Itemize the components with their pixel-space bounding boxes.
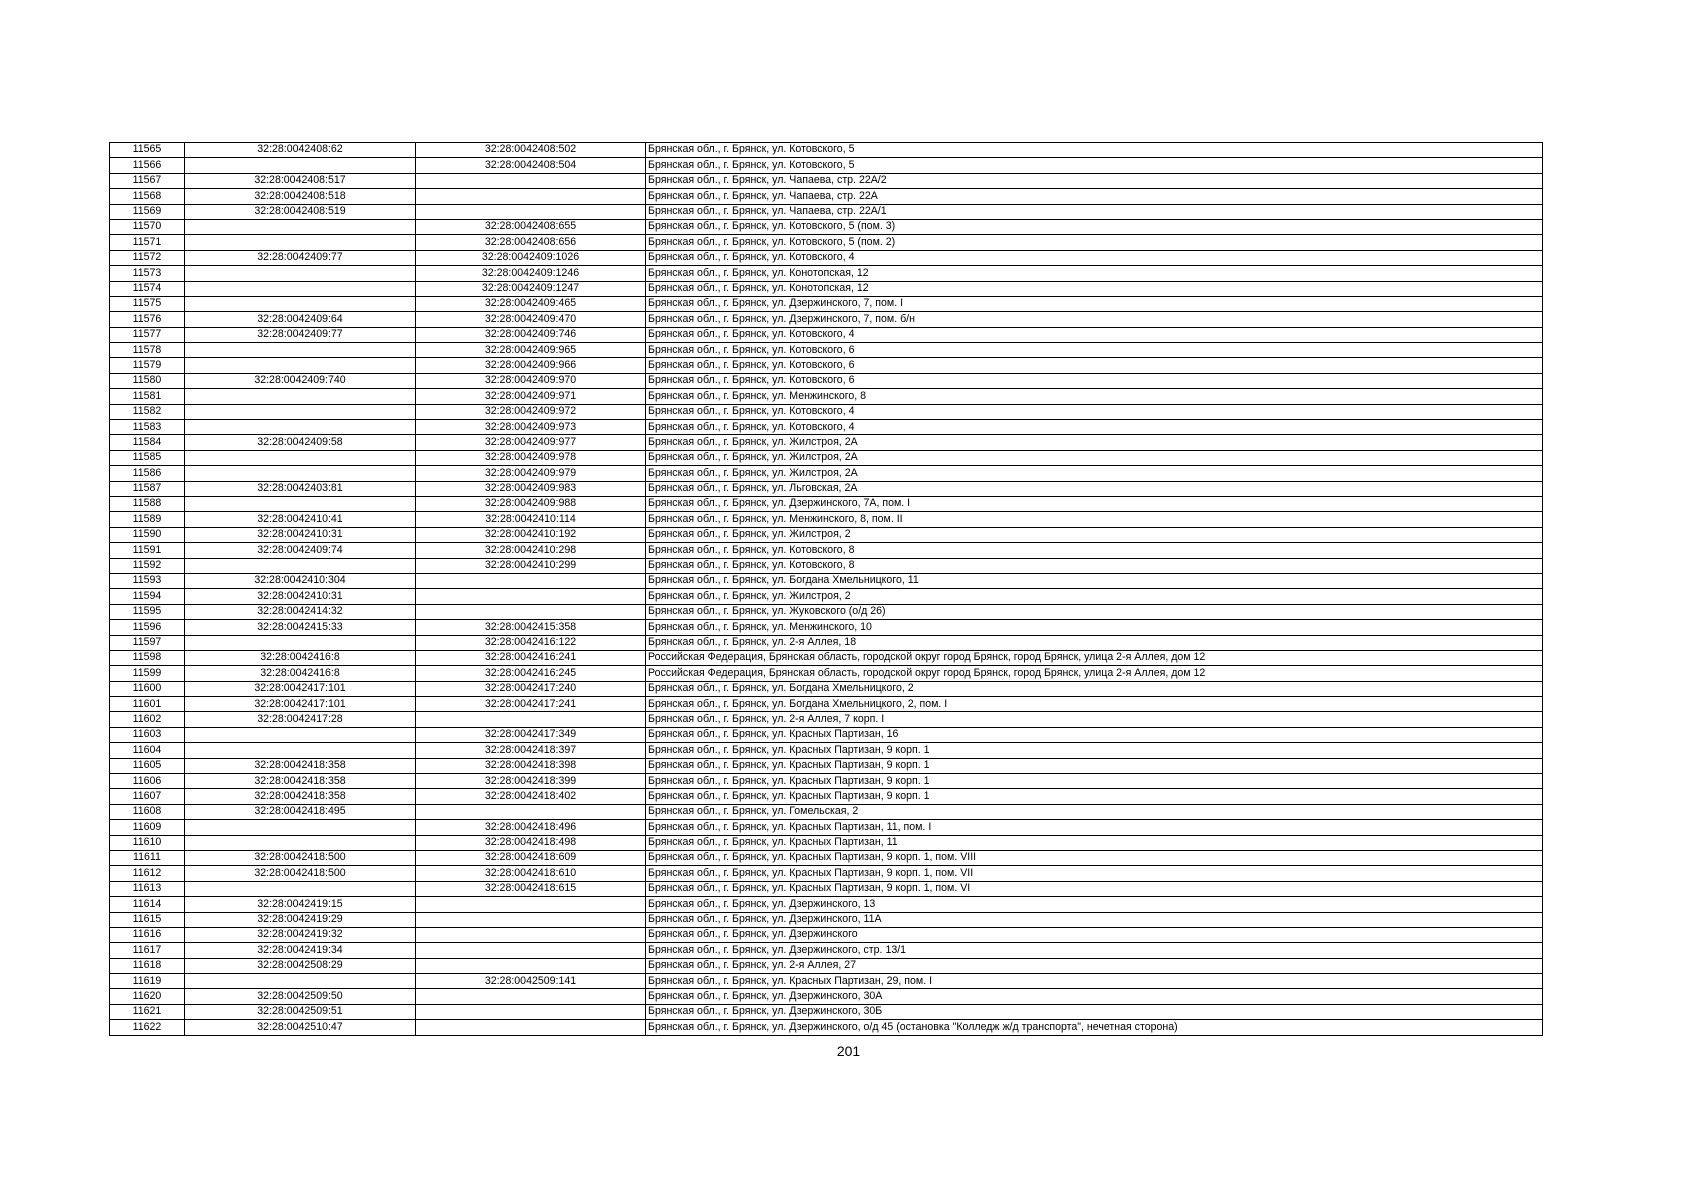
table-row [110,743,1543,758]
table-row [110,758,1543,773]
cadastral-number-cell [185,235,416,250]
cadastral-number-cell [185,158,416,173]
row-number-cell: 11569 [110,204,185,219]
table-row [110,604,1543,619]
cadastral-table [109,142,1543,1036]
row-number-cell: 11588 [110,496,185,511]
object-cadastral-number-cell: 32:28:0042409:978 [416,450,646,465]
table-row [110,250,1543,265]
cadastral-number-cell: 32:28:0042408:519 [185,204,416,219]
cadastral-number-cell: 32:28:0042403:81 [185,481,416,496]
cadastral-number-cell: 32:28:0042509:51 [185,1004,416,1019]
object-cadastral-number-cell [416,173,646,188]
object-cadastral-number-cell: 32:28:0042418:615 [416,881,646,896]
cadastral-number-cell [185,820,416,835]
address-cell: Брянская обл., г. Брянск, ул. Жилстроя, 2А [646,435,1543,450]
address-cell: Брянская обл., г. Брянск, ул. Котовского, 6 [646,358,1543,373]
table-row [110,558,1543,573]
object-cadastral-number-cell: 32:28:0042409:971 [416,389,646,404]
object-cadastral-number-cell [416,943,646,958]
row-number-cell: 11585 [110,450,185,465]
row-number-cell: 11576 [110,312,185,327]
object-cadastral-number-cell [416,958,646,973]
address-cell: Брянская обл., г. Брянск, ул. Менжинского, 8, пом. II [646,512,1543,527]
row-number-cell: 11597 [110,635,185,650]
object-cadastral-number-cell: 32:28:0042416:122 [416,635,646,650]
address-cell: Брянская обл., г. Брянск, ул. Дзержинского, 30Б [646,1004,1543,1019]
cadastral-number-cell: 32:28:0042418:358 [185,789,416,804]
row-number-cell: 11598 [110,650,185,665]
table-row [110,589,1543,604]
row-number-cell: 11570 [110,219,185,234]
cadastral-number-cell [185,727,416,742]
cadastral-number-cell: 32:28:0042416:8 [185,666,416,681]
address-cell: Брянская обл., г. Брянск, ул. Чапаева, стр. 22А/1 [646,204,1543,219]
address-cell: Брянская обл., г. Брянск, ул. Дзержинского, 7, пом. I [646,296,1543,311]
cadastral-number-cell [185,558,416,573]
address-cell: Брянская обл., г. Брянск, ул. Дзержинского, о/д 45 (остановка "Колледж ж/д транспорта", нечетная сторона) [646,1020,1543,1035]
table-row [110,404,1543,419]
table-row [110,389,1543,404]
address-cell: Брянская обл., г. Брянск, ул. Котовского, 4 [646,404,1543,419]
row-number-cell: 11580 [110,373,185,388]
cadastral-number-cell [185,281,416,296]
cadastral-number-cell [185,743,416,758]
object-cadastral-number-cell: 32:28:0042409:983 [416,481,646,496]
table-row [110,774,1543,789]
cadastral-number-cell: 32:28:0042416:8 [185,650,416,665]
row-number-cell: 11586 [110,466,185,481]
object-cadastral-number-cell [416,804,646,819]
address-cell: Брянская обл., г. Брянск, ул. Красных Партизан, 11, пом. I [646,820,1543,835]
cadastral-number-cell [185,496,416,511]
address-cell: Брянская обл., г. Брянск, ул. Богдана Хмельницкого, 2 [646,681,1543,696]
cadastral-number-cell: 32:28:0042408:518 [185,189,416,204]
table-row [110,789,1543,804]
address-cell: Брянская обл., г. Брянск, ул. Конотопская, 12 [646,281,1543,296]
cadastral-number-cell: 32:28:0042509:50 [185,989,416,1004]
table-row [110,466,1543,481]
row-number-cell: 11617 [110,943,185,958]
row-number-cell: 11565 [110,143,185,158]
row-number-cell: 11567 [110,173,185,188]
cadastral-number-cell: 32:28:0042510:47 [185,1020,416,1035]
object-cadastral-number-cell: 32:28:0042418:402 [416,789,646,804]
cadastral-number-cell: 32:28:0042408:517 [185,173,416,188]
address-cell: Брянская обл., г. Брянск, ул. Красных Партизан, 9 корп. 1 [646,758,1543,773]
table-body [110,143,1543,1036]
row-number-cell: 11582 [110,404,185,419]
table-row [110,496,1543,511]
address-cell: Брянская обл., г. Брянск, ул. Жилстроя, 2А [646,450,1543,465]
row-number-cell: 11620 [110,989,185,1004]
row-number-cell: 11593 [110,573,185,588]
row-number-cell: 11566 [110,158,185,173]
address-cell: Брянская обл., г. Брянск, ул. Красных Партизан, 9 корп. 1 [646,743,1543,758]
object-cadastral-number-cell: 32:28:0042418:610 [416,866,646,881]
address-cell: Брянская обл., г. Брянск, ул. Дзержинского, 7А, пом. I [646,496,1543,511]
row-number-cell: 11621 [110,1004,185,1019]
address-cell: Брянская обл., г. Брянск, ул. Дзержинского, 7, пом. б/н [646,312,1543,327]
page-number: 201 [836,1043,861,1059]
row-number-cell: 11605 [110,758,185,773]
row-number-cell: 11601 [110,697,185,712]
cadastral-number-cell: 32:28:0042418:358 [185,758,416,773]
table-row [110,820,1543,835]
table-row [110,712,1543,727]
object-cadastral-number-cell [416,989,646,1004]
object-cadastral-number-cell: 32:28:0042409:966 [416,358,646,373]
row-number-cell: 11572 [110,250,185,265]
row-number-cell: 11614 [110,897,185,912]
row-number-cell: 11603 [110,727,185,742]
table-row [110,296,1543,311]
object-cadastral-number-cell: 32:28:0042409:746 [416,327,646,342]
address-cell: Брянская обл., г. Брянск, ул. Красных Партизан, 9 корп. 1, пом. VI [646,881,1543,896]
row-number-cell: 11599 [110,666,185,681]
object-cadastral-number-cell: 32:28:0042409:972 [416,404,646,419]
table-row [110,327,1543,342]
cadastral-number-cell: 32:28:0042415:33 [185,620,416,635]
cadastral-number-cell: 32:28:0042418:358 [185,774,416,789]
object-cadastral-number-cell: 32:28:0042409:1026 [416,250,646,265]
table-row [110,850,1543,865]
table-row [110,266,1543,281]
table-row [110,281,1543,296]
table-row [110,866,1543,881]
address-cell: Брянская обл., г. Брянск, ул. Дзержинского [646,927,1543,942]
cadastral-number-cell: 32:28:0042410:304 [185,573,416,588]
table-row [110,650,1543,665]
row-number-cell: 11591 [110,543,185,558]
row-number-cell: 11594 [110,589,185,604]
row-number-cell: 11573 [110,266,185,281]
cadastral-number-cell: 32:28:0042408:62 [185,143,416,158]
table-row [110,481,1543,496]
object-cadastral-number-cell: 32:28:0042408:502 [416,143,646,158]
row-number-cell: 11600 [110,681,185,696]
table-row [110,527,1543,542]
object-cadastral-number-cell [416,589,646,604]
object-cadastral-number-cell [416,189,646,204]
row-number-cell: 11578 [110,343,185,358]
cadastral-number-cell: 32:28:0042414:32 [185,604,416,619]
row-number-cell: 11571 [110,235,185,250]
cadastral-number-cell: 32:28:0042417:28 [185,712,416,727]
row-number-cell: 11577 [110,327,185,342]
cadastral-number-cell [185,219,416,234]
cadastral-number-cell: 32:28:0042418:500 [185,850,416,865]
cadastral-number-cell [185,450,416,465]
row-number-cell: 11587 [110,481,185,496]
table-row [110,512,1543,527]
address-cell: Брянская обл., г. Брянск, ул. Котовского, 6 [646,343,1543,358]
object-cadastral-number-cell: 32:28:0042409:977 [416,435,646,450]
row-number-cell: 11589 [110,512,185,527]
cadastral-number-cell [185,404,416,419]
address-cell: Брянская обл., г. Брянск, ул. Красных Партизан, 9 корп. 1, пом. VII [646,866,1543,881]
table-row [110,620,1543,635]
address-cell: Брянская обл., г. Брянск, ул. Котовского, 5 (пом. 3) [646,219,1543,234]
row-number-cell: 11609 [110,820,185,835]
cadastral-number-cell: 32:28:0042410:31 [185,589,416,604]
cadastral-number-cell [185,343,416,358]
row-number-cell: 11615 [110,912,185,927]
address-cell: Брянская обл., г. Брянск, ул. Жуковского (о/д 26) [646,604,1543,619]
table-row [110,358,1543,373]
row-number-cell: 11568 [110,189,185,204]
row-number-cell: 11608 [110,804,185,819]
cadastral-number-cell: 32:28:0042410:31 [185,527,416,542]
row-number-cell: 11595 [110,604,185,619]
table-row [110,697,1543,712]
table-row [110,573,1543,588]
row-number-cell: 11596 [110,620,185,635]
address-cell: Брянская обл., г. Брянск, ул. Котовского, 5 [646,143,1543,158]
table-row [110,204,1543,219]
cadastral-number-cell: 32:28:0042409:77 [185,250,416,265]
object-cadastral-number-cell: 32:28:0042418:398 [416,758,646,773]
table-row [110,635,1543,650]
cadastral-number-cell [185,974,416,989]
address-cell: Брянская обл., г. Брянск, ул. Дзержинского, стр. 13/1 [646,943,1543,958]
row-number-cell: 11602 [110,712,185,727]
object-cadastral-number-cell: 32:28:0042409:965 [416,343,646,358]
object-cadastral-number-cell: 32:28:0042409:979 [416,466,646,481]
row-number-cell: 11579 [110,358,185,373]
table-row [110,189,1543,204]
row-number-cell: 11611 [110,850,185,865]
address-cell: Брянская обл., г. Брянск, ул. Котовского, 8 [646,558,1543,573]
object-cadastral-number-cell: 32:28:0042416:241 [416,650,646,665]
address-cell: Брянская обл., г. Брянск, ул. Конотопская, 12 [646,266,1543,281]
object-cadastral-number-cell [416,1020,646,1035]
object-cadastral-number-cell: 32:28:0042410:298 [416,543,646,558]
cadastral-number-cell: 32:28:0042418:500 [185,866,416,881]
object-cadastral-number-cell: 32:28:0042416:245 [416,666,646,681]
object-cadastral-number-cell: 32:28:0042409:973 [416,420,646,435]
object-cadastral-number-cell: 32:28:0042417:240 [416,681,646,696]
object-cadastral-number-cell [416,912,646,927]
table-row [110,881,1543,896]
cadastral-number-cell [185,881,416,896]
address-cell: Брянская обл., г. Брянск, ул. Красных Партизан, 11 [646,835,1543,850]
address-cell: Брянская обл., г. Брянск, ул. Дзержинского, 13 [646,897,1543,912]
cadastral-number-cell: 32:28:0042419:34 [185,943,416,958]
object-cadastral-number-cell: 32:28:0042409:1247 [416,281,646,296]
cadastral-number-cell: 32:28:0042417:101 [185,697,416,712]
table-row [110,927,1543,942]
address-cell: Брянская обл., г. Брянск, ул. Богдана Хмельницкого, 2, пом. I [646,697,1543,712]
row-number-cell: 11583 [110,420,185,435]
object-cadastral-number-cell: 32:28:0042418:496 [416,820,646,835]
row-number-cell: 11610 [110,835,185,850]
table-row [110,681,1543,696]
object-cadastral-number-cell: 32:28:0042409:1246 [416,266,646,281]
row-number-cell: 11584 [110,435,185,450]
object-cadastral-number-cell [416,604,646,619]
table-row [110,989,1543,1004]
object-cadastral-number-cell: 32:28:0042418:498 [416,835,646,850]
object-cadastral-number-cell: 32:28:0042417:349 [416,727,646,742]
object-cadastral-number-cell: 32:28:0042408:655 [416,219,646,234]
object-cadastral-number-cell [416,712,646,727]
row-number-cell: 11619 [110,974,185,989]
table-row [110,420,1543,435]
address-cell: Брянская обл., г. Брянск, ул. Красных Партизан, 9 корп. 1 [646,789,1543,804]
cadastral-number-cell: 32:28:0042419:29 [185,912,416,927]
table-row [110,143,1543,158]
cadastral-number-cell: 32:28:0042417:101 [185,681,416,696]
address-cell: Брянская обл., г. Брянск, ул. Котовского, 8 [646,543,1543,558]
address-cell: Брянская обл., г. Брянск, ул. Жилстроя, 2 [646,527,1543,542]
object-cadastral-number-cell: 32:28:0042410:299 [416,558,646,573]
cadastral-number-cell: 32:28:0042419:15 [185,897,416,912]
object-cadastral-number-cell: 32:28:0042409:465 [416,296,646,311]
address-cell: Брянская обл., г. Брянск, ул. Котовского, 5 [646,158,1543,173]
table-row [110,373,1543,388]
cadastral-number-cell [185,389,416,404]
address-cell: Брянская обл., г. Брянск, ул. Котовского, 4 [646,420,1543,435]
object-cadastral-number-cell: 32:28:0042417:241 [416,697,646,712]
address-cell: Брянская обл., г. Брянск, ул. Дзержинского, 30А [646,989,1543,1004]
cadastral-number-cell: 32:28:0042409:64 [185,312,416,327]
table-row [110,312,1543,327]
cadastral-number-cell [185,835,416,850]
address-cell: Брянская обл., г. Брянск, ул. Котовского, 4 [646,327,1543,342]
object-cadastral-number-cell [416,927,646,942]
table-row [110,219,1543,234]
cadastral-number-cell [185,358,416,373]
address-cell: Брянская обл., г. Брянск, ул. 2-я Аллея, 7 корп. I [646,712,1543,727]
row-number-cell: 11581 [110,389,185,404]
row-number-cell: 11622 [110,1020,185,1035]
address-cell: Брянская обл., г. Брянск, ул. Красных Партизан, 16 [646,727,1543,742]
address-cell: Брянская обл., г. Брянск, ул. Красных Партизан, 9 корп. 1, пом. VIII [646,850,1543,865]
table-row [110,727,1543,742]
row-number-cell: 11604 [110,743,185,758]
address-cell: Брянская обл., г. Брянск, ул. Гомельская, 2 [646,804,1543,819]
row-number-cell: 11606 [110,774,185,789]
object-cadastral-number-cell: 32:28:0042408:504 [416,158,646,173]
row-number-cell: 11575 [110,296,185,311]
table-row [110,804,1543,819]
address-cell: Российская Федерация, Брянская область, городской округ город Брянск, город Брянск, улица 2-я Аллея, дом 12 [646,650,1543,665]
cadastral-number-cell [185,266,416,281]
address-cell: Брянская обл., г. Брянск, ул. Менжинского, 8 [646,389,1543,404]
table-row [110,1020,1543,1035]
object-cadastral-number-cell: 32:28:0042409:970 [416,373,646,388]
row-number-cell: 11574 [110,281,185,296]
table-row [110,450,1543,465]
object-cadastral-number-cell: 32:28:0042410:192 [416,527,646,542]
cadastral-number-cell [185,420,416,435]
address-cell: Брянская обл., г. Брянск, ул. Красных Партизан, 9 корп. 1 [646,774,1543,789]
object-cadastral-number-cell: 32:28:0042410:114 [416,512,646,527]
address-cell: Брянская обл., г. Брянск, ул. Чапаева, стр. 22А [646,189,1543,204]
object-cadastral-number-cell [416,897,646,912]
row-number-cell: 11607 [110,789,185,804]
address-cell: Российская Федерация, Брянская область, городской округ город Брянск, город Брянск, улица 2-я Аллея, дом 12 [646,666,1543,681]
cadastral-number-cell [185,296,416,311]
table-row [110,835,1543,850]
object-cadastral-number-cell: 32:28:0042409:470 [416,312,646,327]
address-cell: Брянская обл., г. Брянск, ул. Богдана Хмельницкого, 11 [646,573,1543,588]
address-cell: Брянская обл., г. Брянск, ул. Котовского, 6 [646,373,1543,388]
table-row [110,897,1543,912]
address-cell: Брянская обл., г. Брянск, ул. Котовского, 4 [646,250,1543,265]
object-cadastral-number-cell: 32:28:0042409:988 [416,496,646,511]
address-cell: Брянская обл., г. Брянск, ул. 2-я Аллея, 27 [646,958,1543,973]
table-row [110,173,1543,188]
address-cell: Брянская обл., г. Брянск, ул. Котовского, 5 (пом. 2) [646,235,1543,250]
object-cadastral-number-cell: 32:28:0042418:399 [416,774,646,789]
table-row [110,912,1543,927]
table-row [110,943,1543,958]
object-cadastral-number-cell: 32:28:0042418:609 [416,850,646,865]
table-row [110,543,1543,558]
cadastral-number-cell: 32:28:0042410:41 [185,512,416,527]
address-cell: Брянская обл., г. Брянск, ул. Жилстроя, 2А [646,466,1543,481]
row-number-cell: 11616 [110,927,185,942]
table-row [110,666,1543,681]
row-number-cell: 11613 [110,881,185,896]
object-cadastral-number-cell: 32:28:0042418:397 [416,743,646,758]
address-cell: Брянская обл., г. Брянск, ул. Дзержинского, 11А [646,912,1543,927]
object-cadastral-number-cell: 32:28:0042415:358 [416,620,646,635]
row-number-cell: 11592 [110,558,185,573]
row-number-cell: 11612 [110,866,185,881]
cadastral-number-cell: 32:28:0042409:77 [185,327,416,342]
object-cadastral-number-cell: 32:28:0042408:656 [416,235,646,250]
row-number-cell: 11590 [110,527,185,542]
cadastral-number-cell: 32:28:0042418:495 [185,804,416,819]
cadastral-number-cell: 32:28:0042508:29 [185,958,416,973]
address-cell: Брянская обл., г. Брянск, ул. 2-я Аллея, 18 [646,635,1543,650]
table-row [110,1004,1543,1019]
cadastral-number-cell: 32:28:0042409:740 [185,373,416,388]
address-cell: Брянская обл., г. Брянск, ул. Чапаева, стр. 22А/2 [646,173,1543,188]
table-row [110,343,1543,358]
cadastral-number-cell: 32:28:0042419:32 [185,927,416,942]
object-cadastral-number-cell [416,573,646,588]
address-cell: Брянская обл., г. Брянск, ул. Жилстроя, 2 [646,589,1543,604]
address-cell: Брянская обл., г. Брянск, ул. Льговская, 2А [646,481,1543,496]
table-row [110,958,1543,973]
table-row [110,435,1543,450]
cadastral-number-cell: 32:28:0042409:74 [185,543,416,558]
object-cadastral-number-cell: 32:28:0042509:141 [416,974,646,989]
cadastral-number-cell [185,466,416,481]
table-row [110,235,1543,250]
row-number-cell: 11618 [110,958,185,973]
address-cell: Брянская обл., г. Брянск, ул. Менжинского, 10 [646,620,1543,635]
table-row [110,158,1543,173]
cadastral-number-cell [185,635,416,650]
table-row [110,974,1543,989]
cadastral-number-cell: 32:28:0042409:58 [185,435,416,450]
object-cadastral-number-cell [416,204,646,219]
object-cadastral-number-cell [416,1004,646,1019]
address-cell: Брянская обл., г. Брянск, ул. Красных Партизан, 29, пом. I [646,974,1543,989]
